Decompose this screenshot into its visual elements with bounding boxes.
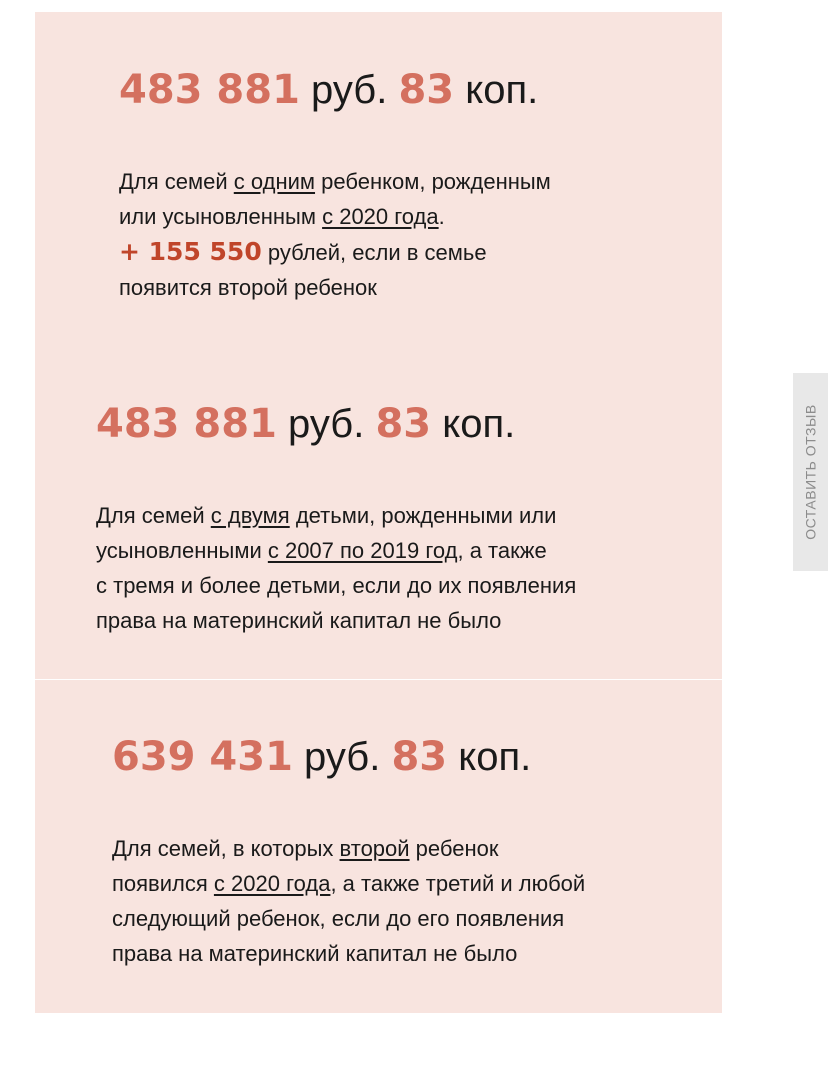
amount-kop-value: 83 — [375, 401, 432, 447]
bonus-amount: + 155 550 — [119, 237, 262, 266]
desc-line: Для семей, в которых второй ребенок — [112, 836, 499, 861]
desc-line: следующий ребенок, если до его появления — [112, 906, 565, 931]
desc-line: появился с 2020 года, а также третий и любой — [112, 871, 586, 896]
block-3-description — [112, 831, 585, 971]
desc-line: права на материнский капитал не было — [112, 941, 518, 966]
amount-rub-value: 639 431 — [112, 734, 293, 780]
desc-line: с тремя и более детьми, если до их появления — [96, 573, 577, 598]
feedback-tab-label: ОСТАВИТЬ ОТЗЫВ — [802, 404, 819, 540]
desc-line: или усыновленным с 2020 года. — [119, 204, 445, 229]
amount-rub-unit: руб. — [288, 402, 365, 446]
amount-kop-value: 83 — [398, 67, 455, 113]
desc-line: усыновленными с 2007 по 2019 год, а также — [96, 538, 547, 563]
amount-rub-value: 483 881 — [96, 401, 277, 447]
amount-rub-value: 483 881 — [119, 67, 300, 113]
desc-line: Для семей с двумя детьми, рожденными или — [96, 503, 557, 528]
link-second[interactable]: второй — [339, 836, 410, 861]
desc-line: Для семей с одним ребенком, рожденным — [119, 169, 551, 194]
block-2-description — [96, 498, 576, 638]
desc-line: появится второй ребенок — [119, 275, 377, 300]
block-1-amount — [119, 66, 538, 114]
amount-rub-unit: руб. — [304, 735, 381, 779]
amount-kop-unit: коп. — [458, 735, 532, 779]
block-3-amount — [112, 733, 531, 781]
amount-kop-value: 83 — [391, 734, 448, 780]
desc-line: права на материнский капитал не было — [96, 608, 502, 633]
feedback-tab-button[interactable] — [793, 373, 828, 571]
link-since-2020[interactable]: с 2020 года — [213, 871, 331, 896]
amount-kop-unit: коп. — [442, 402, 516, 446]
link-with-two[interactable]: с двумя — [210, 503, 290, 528]
block-2-amount — [96, 400, 515, 448]
link-with-one[interactable]: с одним — [233, 169, 316, 194]
link-since-2020[interactable]: с 2020 года — [322, 204, 439, 229]
link-2007-2019[interactable]: с 2007 по 2019 год — [267, 538, 458, 563]
desc-line: + 155 550 рублей, если в семье — [119, 237, 487, 266]
amount-kop-unit: коп. — [465, 68, 539, 112]
amount-rub-unit: руб. — [311, 68, 388, 112]
block-1-description — [119, 164, 551, 305]
